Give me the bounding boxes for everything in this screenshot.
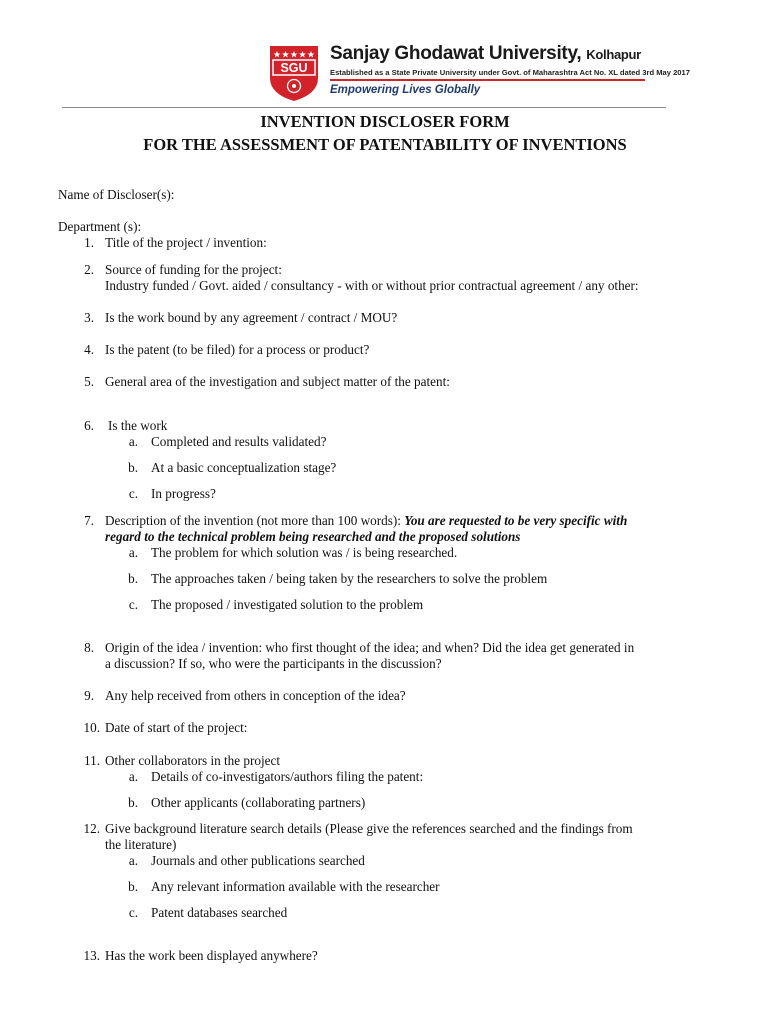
item-8-number: 8. [84, 640, 94, 655]
item-3-text: Is the work bound by any agreement / contract / MOU? [105, 310, 398, 325]
item-12-text-continued: the literature) [105, 837, 177, 852]
item-12a-letter: a. [128, 853, 138, 868]
item-6c-text: In progress? [151, 486, 216, 501]
item-7c-letter: c. [128, 597, 138, 612]
item-4-number: 4. [84, 342, 94, 357]
item-6b-letter: b. [128, 460, 138, 475]
item-7c-text: The proposed / investigated solution to the problem [151, 597, 424, 612]
item-8-text-continued: a discussion? If so, who were the participants in the discussion? [105, 656, 442, 671]
item-7-emphasis-continued: regard to the technical problem being researched and the proposed solutions [105, 529, 521, 544]
logo-text: SGU [280, 61, 308, 75]
university-name [330, 43, 641, 65]
item-12-text: Give background literature search details (Please give the references searched and the findings from [105, 821, 633, 836]
header-red-line [330, 79, 645, 81]
item-3-number: 3. [84, 310, 94, 325]
item-13-number: 13. [83, 948, 100, 963]
item-11b-letter: b. [128, 795, 138, 810]
item-2-text-continued: Industry funded / Govt. aided / consultancy - with or without prior contractual agreement / any other: [105, 278, 639, 293]
item-7-text [105, 513, 627, 529]
name-of-discloser-label: Name of Discloser(s): [58, 187, 175, 202]
item-11-number: 11. [84, 753, 100, 768]
item-7-lead: Description of the invention (not more than 100 words): [105, 513, 401, 528]
item-4-text: Is the patent (to be filed) for a process or product? [105, 342, 370, 357]
item-7b-text: The approaches taken / being taken by the researchers to solve the problem [151, 571, 548, 586]
form-subtitle: FOR THE ASSESSMENT OF PATENTABILITY OF INVENTIONS [143, 135, 627, 154]
item-6b-text: At a basic conceptualization stage? [151, 460, 337, 475]
item-6-number: 6. [84, 418, 94, 433]
establishment-note: Established as a State Private University under Govt. of Maharashtra Act No. XL dated 3rd May 2017 [330, 68, 690, 77]
item-10-number: 10. [83, 720, 100, 735]
item-12c-text: Patent databases searched [151, 905, 288, 920]
item-11-text: Other collaborators in the project [105, 753, 281, 768]
item-13-text: Has the work been displayed anywhere? [105, 948, 318, 963]
item-11a-text: Details of co-investigators/authors filing the patent: [151, 769, 424, 784]
university-city: Kolhapur [586, 47, 641, 62]
item-8-text: Origin of the idea / invention: who first thought of the idea; and when? Did the idea get generated in [105, 640, 635, 655]
item-7a-letter: a. [128, 545, 138, 560]
item-7a-text: The problem for which solution was / is being researched. [151, 545, 458, 560]
item-11a-letter: a. [128, 769, 138, 784]
item-12c-letter: c. [128, 905, 138, 920]
item-6a-text: Completed and results validated? [151, 434, 327, 449]
item-6-text: Is the work [108, 418, 168, 433]
item-6c-letter: c. [128, 486, 138, 501]
item-9-text: Any help received from others in conception of the idea? [105, 688, 406, 703]
item-12a-text: Journals and other publications searched [151, 853, 365, 868]
item-2-number: 2. [84, 262, 94, 277]
item-6a-letter: a. [128, 434, 138, 449]
item-7b-letter: b. [128, 571, 138, 586]
item-1-text: Title of the project / invention: [105, 235, 267, 250]
item-12b-text: Any relevant information available with the researcher [151, 879, 440, 894]
item-11b-text: Other applicants (collaborating partners) [151, 795, 366, 810]
item-9-number: 9. [84, 688, 94, 703]
item-7-number: 7. [84, 513, 94, 528]
item-2-text: Source of funding for the project: [105, 262, 282, 277]
university-header [268, 42, 688, 102]
university-title: Sanjay Ghodawat University, [330, 43, 582, 64]
form-title: INVENTION DISCLOSER FORM [260, 112, 510, 131]
sgu-logo [268, 44, 320, 102]
tagline: Empowering Lives Globally [330, 84, 481, 96]
department-label: Department (s): [58, 219, 142, 234]
item-1-number: 1. [84, 235, 94, 250]
item-5-text: General area of the investigation and subject matter of the patent: [105, 374, 450, 389]
item-10-text: Date of start of the project: [105, 720, 248, 735]
item-7-emphasis: You are requested to be very specific with [404, 513, 628, 528]
item-12b-letter: b. [128, 879, 138, 894]
header-divider [62, 107, 666, 108]
item-12-number: 12. [83, 821, 100, 836]
item-5-number: 5. [84, 374, 94, 389]
